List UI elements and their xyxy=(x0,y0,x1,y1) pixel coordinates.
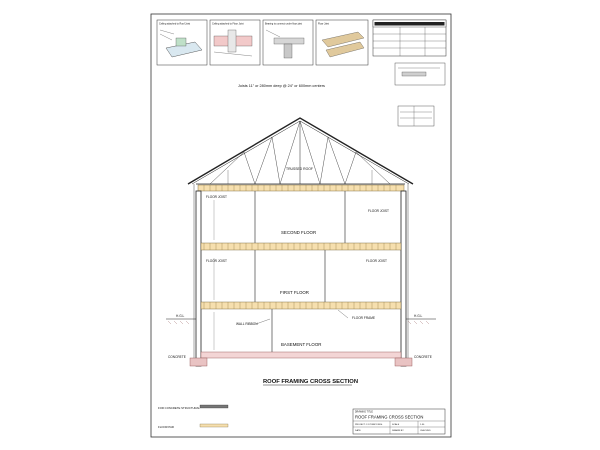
floor-joist-label-2: FLOOR JOIST xyxy=(368,209,389,213)
tb-r1a: PROJECT: 2-STOREY RES. xyxy=(355,424,383,426)
wall-ribbon-label: WALL RIBBON xyxy=(236,322,258,326)
main-title: ROOF FRAMING CROSS SECTION xyxy=(263,379,359,385)
tb-r2c: CHECKED xyxy=(420,430,431,432)
legend-item-2-text: FLOOR PAR xyxy=(158,425,174,429)
detail-panel-3 xyxy=(263,20,313,65)
detail-1-caption: Ceiling attached to Roof Joist xyxy=(159,22,191,26)
tb-r1c: 1:50 xyxy=(420,424,425,426)
title-block-header: DRAWING TITLE xyxy=(355,411,373,414)
concrete-label-right: CONCRETE xyxy=(414,355,432,359)
title-block-bottom xyxy=(353,409,445,434)
detail-panel-2 xyxy=(210,20,260,65)
second-floor-band xyxy=(201,243,401,250)
title-block-title: ROOF FRAMING CROSS SECTION xyxy=(355,414,424,420)
floor-frame-label: FLOOR FRAME xyxy=(352,316,376,320)
floor-joist-label-3: FLOOR JOIST xyxy=(206,259,227,263)
first-floor-label: FIRST FLOOR xyxy=(280,290,309,295)
joist-note: Joists 11" or 280mm deep @ 24" or 600mm centers xyxy=(238,84,325,88)
detail-panel-1 xyxy=(157,20,207,65)
title-block-top xyxy=(373,20,446,56)
basement-slab xyxy=(201,352,401,358)
second-floor-label: SECOND FLOOR xyxy=(281,230,317,235)
tb-r1b: SCALE xyxy=(392,424,400,426)
legend-item-1-swatch xyxy=(200,405,228,408)
legend-item-1-text: FOR CONCRETE STRUCTURAL xyxy=(158,406,200,410)
hgl-label-left: H.G.L xyxy=(176,314,185,318)
concrete-label-left: CONCRETE xyxy=(168,355,186,359)
tb-r2a: DATE xyxy=(355,430,361,432)
small-detail-right xyxy=(395,63,445,85)
hgl-label-right: H.G.L xyxy=(414,314,423,318)
legend-item-2-swatch xyxy=(200,424,228,427)
basement-floor-label: BASEMENT FLOOR xyxy=(281,342,322,347)
section-detail-right xyxy=(398,106,434,126)
footing-left xyxy=(190,358,207,366)
detail-4-caption: Floor Joist xyxy=(318,22,330,26)
detail-2-caption: Ceiling attached to Floor Joist xyxy=(212,22,244,26)
tb-r2b: DRAWN BY xyxy=(392,430,404,432)
roof-ceiling-band xyxy=(198,185,404,191)
floor-joist-label-4: FLOOR JOIST xyxy=(366,259,387,263)
footing-right xyxy=(395,358,412,366)
first-floor-band xyxy=(201,302,401,309)
floor-joist-label-1: FLOOR JOIST xyxy=(206,195,227,199)
detail-panel-4 xyxy=(316,20,368,65)
detail-3-caption: Bearing to connect under floor joist xyxy=(265,22,302,26)
roof-label: TRUSSED ROOF xyxy=(286,167,313,171)
